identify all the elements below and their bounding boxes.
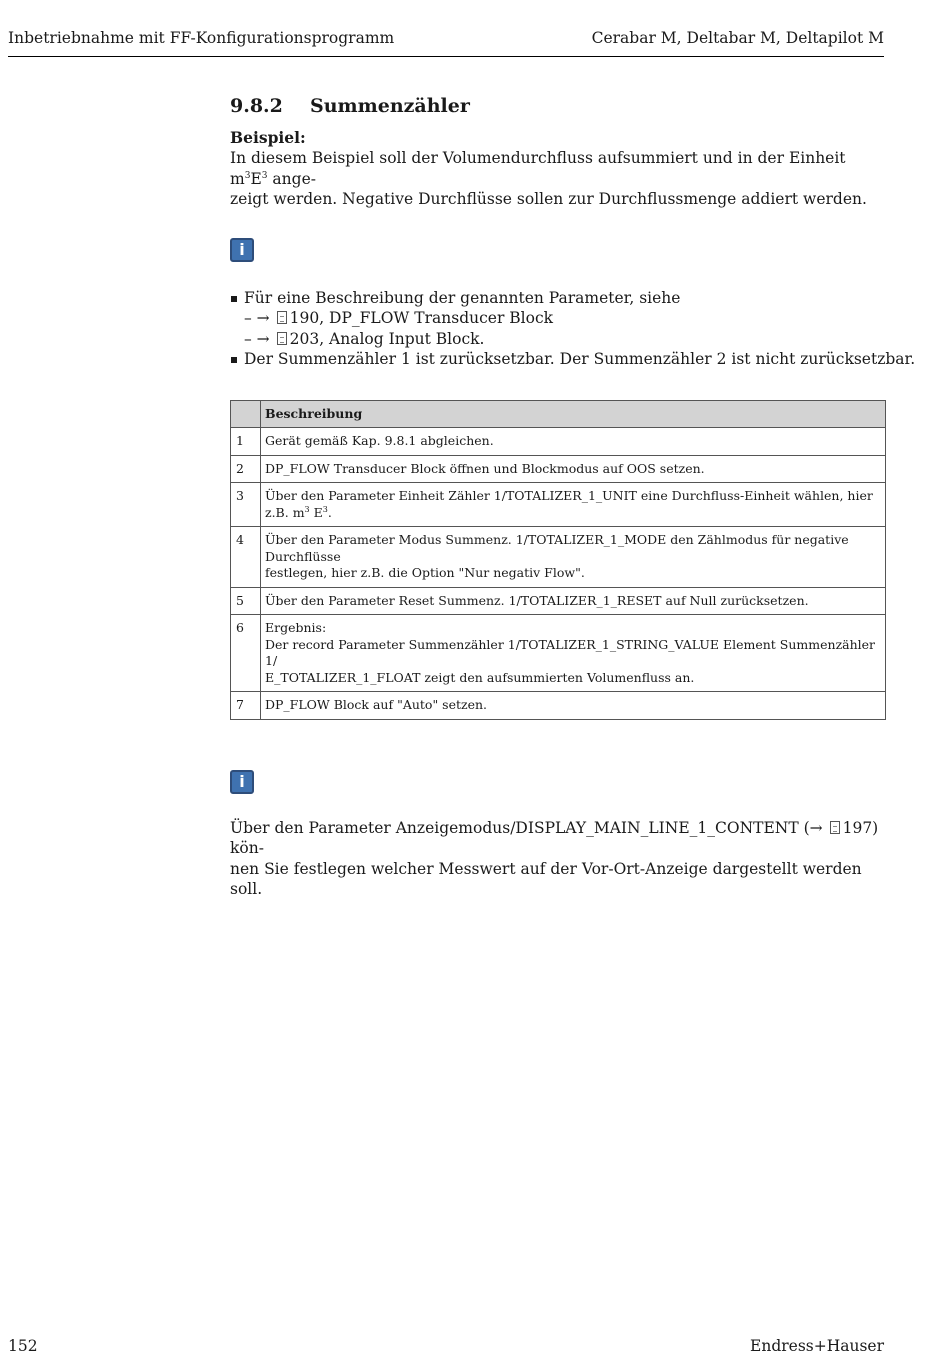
step-6-line-3: E_TOTALIZER_1_FLOAT zeigt den aufsummierten Volumenfluss an.: [265, 669, 695, 685]
step-number: 2: [231, 455, 261, 483]
table-header-description: Beschreibung: [261, 400, 886, 428]
table-row: [231, 587, 886, 615]
page-reference-icon: [277, 311, 287, 324]
table-header-row: [231, 400, 886, 428]
step-3-text: Über den Parameter Einheit Zähler 1/TOTALIZER_1_UNIT eine Durchfluss-Einheit wählen, hier z.B. m: [265, 488, 873, 520]
step-6-line-2: Der record Parameter Summenzähler 1/TOTALIZER_1_STRING_VALUE Element Summenzähler 1/: [265, 636, 876, 668]
step-4-line-2: festlegen, hier z.B. die Option "Nur negativ Flow".: [265, 565, 585, 580]
note-subitem-2: [230, 329, 885, 350]
step-number: 7: [231, 692, 261, 720]
section-heading: [230, 92, 885, 120]
table-row: [231, 692, 886, 720]
page-reference-icon: [277, 332, 287, 345]
info-icon-glyph: i: [239, 771, 245, 791]
subitem-2-link[interactable]: 203, Analog Input Block.: [289, 329, 485, 348]
example-sup1: 3: [244, 170, 251, 181]
info-block-1: [230, 238, 885, 266]
step-description: Über den Parameter Reset Summenz. 1/TOTALIZER_1_RESET auf Null zurücksetzen.: [261, 587, 886, 615]
example-text-part2: E: [250, 169, 262, 188]
subitem-2-arrow: – →: [244, 329, 270, 348]
steps-table: [230, 400, 886, 720]
step-number: 6: [231, 615, 261, 692]
table-row: [231, 527, 886, 588]
example-sup2: 3: [261, 170, 268, 181]
info-icon: [230, 770, 254, 794]
page-reference-icon: [830, 821, 840, 834]
step-description: [261, 483, 886, 527]
notes-list: [230, 288, 916, 370]
section-title: Summenzähler: [310, 95, 470, 117]
step-number: 1: [231, 428, 261, 456]
step-description: DP_FLOW Block auf "Auto" setzen.: [261, 692, 886, 720]
display-note-line-1: [230, 818, 885, 859]
page-number: 152: [8, 1337, 38, 1355]
table-row: [231, 428, 886, 456]
step-description: [261, 615, 886, 692]
step-description: DP_FLOW Transducer Block öffnen und Blockmodus auf OOS setzen.: [261, 455, 886, 483]
step-6-line-1: Ergebnis:: [265, 620, 327, 635]
subitem-1-arrow: – →: [244, 309, 270, 327]
display-note-line-2: nen Sie festlegen welcher Messwert auf der Vor-Ort-Anzeige dargestellt werden soll.: [230, 859, 862, 898]
note-subitem-1: [230, 308, 885, 329]
note-bullet-2: Der Summenzähler 1 ist zurücksetzbar. Der Summenzähler 2 ist nicht zurücksetzbar.: [230, 349, 885, 370]
step-number: 4: [231, 527, 261, 588]
step-3-mid: E: [309, 504, 323, 520]
example-text-part1: In diesem Beispiel soll der Volumendurchfluss aufsummiert und in der Einheit m: [230, 149, 846, 188]
example-label: Beispiel:: [230, 128, 306, 147]
display-note-page-link[interactable]: 197) kön-: [230, 818, 879, 857]
table-header-num: [231, 400, 261, 428]
step-description: Gerät gemäß Kap. 9.8.1 abgleichen.: [261, 428, 886, 456]
subitem-1-link[interactable]: 190, DP_FLOW Transducer Block: [289, 309, 554, 327]
info-icon: [230, 238, 254, 262]
footer-brand: Endress+Hauser: [750, 1337, 884, 1355]
section-number: 9.8.2: [230, 95, 283, 117]
info-block-2: [230, 770, 885, 798]
main-content: [230, 92, 916, 900]
display-note-text: Über den Parameter Anzeigemodus/DISPLAY_MAIN_LINE_1_CONTENT (→: [230, 818, 823, 837]
note-bullet-1: Für eine Beschreibung der genannten Parameter, siehe: [230, 288, 885, 309]
header-chapter-title: Inbetriebnahme mit FF-Konfigurationsprogramm: [8, 29, 395, 47]
step-4-line-1: Über den Parameter Modus Summenz. 1/TOTALIZER_1_MODE den Zählmodus für negative Durchflüsse: [265, 532, 849, 564]
page-header: [8, 28, 884, 57]
header-product-names: Cerabar M, Deltabar M, Deltapilot M: [591, 29, 884, 47]
step-number: 5: [231, 587, 261, 615]
step-3-end: .: [327, 504, 332, 520]
example-text-part3: ange-: [267, 169, 316, 188]
step-number: 3: [231, 483, 261, 527]
step-3-sup2: 3: [322, 504, 328, 514]
display-mode-note: [230, 818, 885, 900]
table-row: [231, 483, 886, 527]
step-3-sup1: 3: [304, 504, 310, 514]
table-row: [231, 455, 886, 483]
example-paragraph: [230, 148, 885, 210]
example-line-2: zeigt werden. Negative Durchflüsse sollen zur Durchflussmenge addiert werden.: [230, 190, 867, 208]
table-row: [231, 615, 886, 692]
info-icon-glyph: i: [239, 239, 245, 259]
step-description: [261, 527, 886, 588]
example-line-1: [230, 148, 885, 189]
